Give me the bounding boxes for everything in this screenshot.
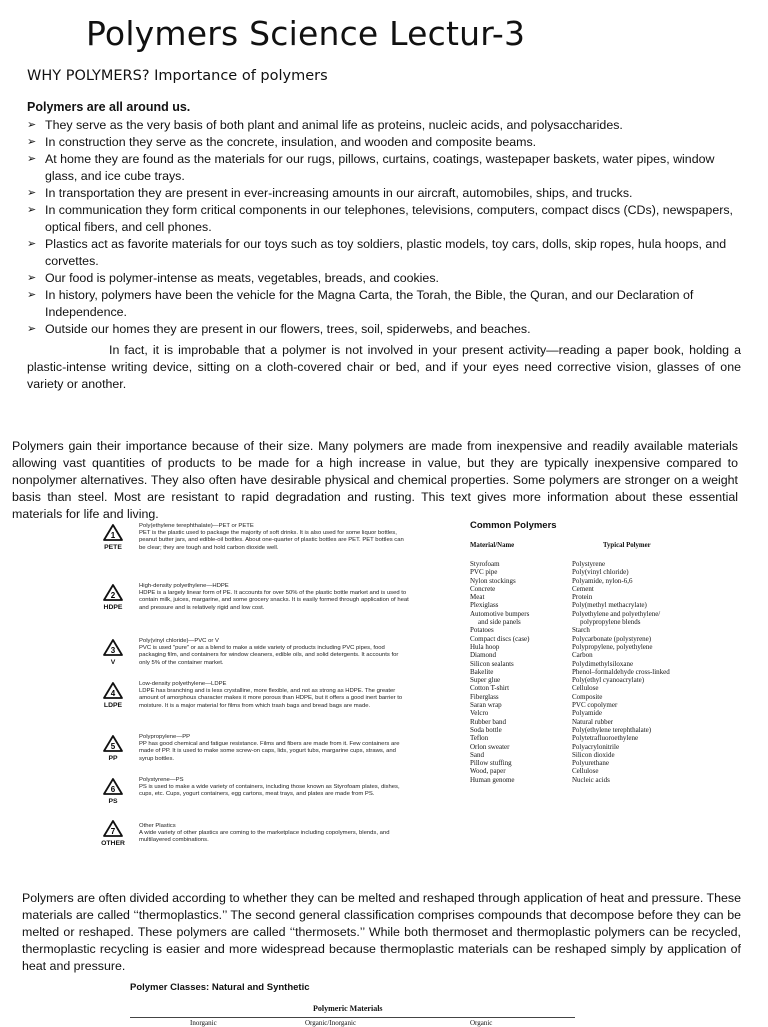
- table-cell: Wood, paper: [470, 767, 506, 776]
- table-cell: Composite: [572, 692, 603, 701]
- recycle-symbol-icon: 3 V: [100, 638, 126, 666]
- table-cell: Potatoes: [470, 626, 494, 635]
- list-item: ➢ In history, polymers have been the vehicle for the Magna Carta, the Torah, the Bible, the Quran, and our Declaration of Independence.: [27, 288, 694, 319]
- arrow-bullet-icon: ➢: [27, 323, 37, 335]
- table-cell: Super glue: [470, 676, 501, 685]
- table-cell: Hula hoop: [470, 642, 500, 651]
- code-description: PP has good chemical and fatigue resistance. Films and fibers are made from it. Few containers are made of PP. It is used to make some screw-on caps, lids, yogurt tubs, margarine cups, straws, and syrup bottles.: [139, 741, 400, 762]
- code-description: PET is the plastic used to package the majority of soft drinks. It is also used for some liquor bottles, peanut butter jars, and edible-oil bottles. About one-quarter of plastic bottles are PET. PET bottles can be clear; they are tough and hold carbon dioxide well.: [139, 530, 404, 551]
- code-description: LDPE has branching and is less crystalline, more flexible, and not as strong as HDPE. The greater amount of amorphous character makes it more porous than HDPE, but it offers a good inert barrier to moisture. It is a major material for films from which trash bags and bread bags are made.: [139, 688, 403, 709]
- table-cell: Polyethylene and polyethylene/: [572, 609, 661, 618]
- table-cell: Polycarbonate (polystyrene): [572, 634, 652, 643]
- intro-heading: Polymers are all around us.: [27, 100, 191, 114]
- list-item: ➢ In construction they serve as the concrete, insulation, and wooden and composite beams.: [27, 135, 537, 149]
- table-cell: Nylon stockings: [470, 576, 516, 585]
- thermoplastics-paragraph: Polymers are often divided according to whether they can be melted and reshaped through application of heat and pressure. These materials are called ‘‘thermoplastics.’’ The second general classification comprises compounds that decompose before they can be melted or reshaped. These polymers are called ‘‘thermosets.’’ While both thermoset and thermoplastic polymers can be recycled, thermoplastic recycling is easier and more widespread because thermoplastic materials can be reshaped simply by application of heat and pressure.: [22, 891, 741, 973]
- bullet-list: [27, 117, 747, 338]
- table-cell: Cellulose: [572, 767, 599, 776]
- table-cell: Soda bottle: [470, 725, 502, 734]
- arrow-bullet-icon: ➢: [27, 153, 37, 165]
- table-cell: Polyurethane: [572, 759, 609, 768]
- svg-text:6: 6: [110, 785, 116, 794]
- table-cell: Polyacrylonitrile: [572, 742, 620, 751]
- table-cell: Cement: [572, 584, 594, 593]
- code-title: Poly(ethylene terephthalate)—PET or PETE: [139, 523, 254, 529]
- code-description: PVC is used "pure" or as a blend to make a wide variety of products including PVC pipes, food packaging film, and containers for window cleaners, edible oils, and solid detergents. It accounts for only 5% of the container market.: [139, 645, 399, 666]
- table-cell: Polytetrafluoroethylene: [572, 734, 639, 743]
- table-cell: Velcro: [470, 709, 489, 718]
- table-cell: Rubber band: [470, 717, 506, 726]
- table-cell: Poly(ethylene terephthalate): [572, 725, 652, 734]
- table-cell: and side panels: [478, 618, 521, 627]
- code-description: HDPE is a largely linear form of PE. It accounts for over 50% of the plastic bottle market and is used to contain milk, juices, margarine, and some grocery snacks. It is easily formed through application of heat and pressure and is relatively rigid and low cost.: [139, 590, 409, 611]
- table-cell: polypropylene blends: [580, 618, 641, 627]
- importance-paragraph: Polymers gain their importance because of their size. Many polymers are made from inexpensive and readily available materials allowing vast quantities of products to be made for a high increase in value, but they are typically inexpensive compared to nonpolymer alternatives. They also often have desirable physical and chemical properties. Some polymers are stronger on a weight basis than steel. Most are resistant to rapid degradation and rusting. This text gives more information about these essential materials for life and living.: [12, 439, 738, 521]
- code-description: A wide variety of other plastics are coming to the marketplace including copolymers, blends, and multilayered combinations.: [139, 830, 390, 844]
- list-item: ➢ In transportation they are present in ever-increasing amounts in our aircraft, automobiles, ships, and trucks.: [27, 186, 633, 200]
- table-cell: Protein: [572, 593, 593, 602]
- code-title: Poly(vinyl chloride)—PVC or V: [139, 638, 219, 644]
- table-cell: Sand: [470, 750, 484, 759]
- table-cell: Orlon sweater: [470, 742, 510, 751]
- common-polymers-table: [470, 520, 760, 784]
- recycle-symbol-icon: 4 LDPE: [100, 681, 126, 709]
- arrow-bullet-icon: ➢: [27, 136, 37, 148]
- table-cell: Silicon sealants: [470, 659, 514, 668]
- table-cell: Automotive bumpers: [470, 609, 530, 618]
- table-cell: Poly(ethyl cyanoacrylate): [572, 676, 645, 685]
- arrow-bullet-icon: ➢: [27, 272, 37, 284]
- arrow-bullet-icon: ➢: [27, 238, 37, 250]
- column-header-organic: Organic: [470, 1019, 493, 1027]
- arrow-bullet-icon: ➢: [27, 204, 37, 216]
- arrow-bullet-icon: ➢: [27, 119, 37, 131]
- table-cell: Polydimethylsiloxane: [572, 659, 634, 668]
- svg-text:1: 1: [110, 531, 116, 540]
- list-item: ➢ Our food is polymer-intense as meats, vegetables, breads, and cookies.: [27, 271, 439, 285]
- code-title: Polypropylene—PP: [139, 734, 191, 740]
- table-cell: Diamond: [470, 651, 497, 660]
- table-cell: Styrofoam: [470, 560, 500, 568]
- table-cell: Human genome: [470, 775, 515, 784]
- svg-text:3: 3: [110, 646, 116, 655]
- table-cell: Bakelite: [470, 667, 494, 676]
- column-header-organic-inorganic: Organic/Inorganic: [305, 1019, 357, 1027]
- arrow-bullet-icon: ➢: [27, 289, 37, 301]
- column-header-polymer: Typical Polymer: [603, 542, 651, 549]
- list-item: ➢ In communication they form critical components in our telephones, televisions, computers, compact discs (CDs), newspapers, optical fibers, and cell phones.: [27, 203, 733, 234]
- table-cell: Meat: [470, 593, 485, 602]
- table-cell: Polyamide: [572, 709, 602, 718]
- table-cell: Carbon: [572, 651, 593, 660]
- column-header-material: Material/Name: [470, 542, 515, 549]
- list-item: ➢ Plastics act as favorite materials for our toys such as toy soldiers, plastic models, toy cars, dolls, skip ropes, hula hoops, and corvettes.: [27, 237, 727, 268]
- table-cell: Poly(vinyl chloride): [572, 568, 629, 577]
- table-cell: Compact discs (case): [470, 634, 530, 643]
- table-cell: Pillow stuffing: [470, 759, 512, 768]
- list-item: ➢ Outside our homes they are present in our flowers, trees, soil, spiderwebs, and beaches.: [27, 322, 531, 336]
- table-cell: Silicon dioxide: [572, 750, 615, 759]
- material-column: [470, 560, 529, 784]
- code-title: Polystyrene—PS: [139, 777, 184, 783]
- table-cell: Polystyrene: [572, 560, 606, 568]
- recycle-symbol-icon: 2 HDPE: [100, 583, 126, 611]
- polymer-column: [572, 560, 670, 784]
- code-title: Low-density polyethylene—LDPE: [139, 681, 227, 687]
- table-cell: Saran wrap: [470, 701, 502, 710]
- section-subtitle: WHY POLYMERS? Importance of polymers: [27, 68, 328, 84]
- table-title: Common Polymers: [470, 520, 557, 531]
- table-cell: Plexiglass: [470, 601, 499, 610]
- list-item: ➢ At home they are found as the materials for our rugs, pillows, curtains, coatings, wastepaper baskets, water pipes, window glass, and ice cube trays.: [27, 152, 715, 183]
- table-cell: Nucleic acids: [572, 775, 610, 784]
- table-cell: PVC copolymer: [572, 701, 618, 710]
- code-title: Other Plastics: [139, 823, 176, 829]
- svg-text:7: 7: [110, 827, 116, 836]
- table-cell: Phenol–formaldehyde cross-linked: [572, 667, 670, 676]
- table-cell: Concrete: [470, 584, 496, 593]
- list-item: ➢ They serve as the very basis of both plant and animal life as proteins, nucleic acids, and polysaccharides.: [27, 118, 623, 132]
- table-cell: Starch: [572, 626, 590, 635]
- svg-text:5: 5: [110, 742, 116, 751]
- table-cell: Fiberglass: [470, 692, 499, 701]
- classes-table-header: Polymeric Materials: [313, 1004, 383, 1013]
- column-header-inorganic: Inorganic: [190, 1019, 217, 1027]
- recycle-symbol-icon: 5 PP: [100, 734, 126, 762]
- code-title: High-density polyethylene—HDPE: [139, 583, 229, 589]
- table-cell: Cellulose: [572, 684, 599, 693]
- table-cell: Polypropylene, polyethylene: [572, 642, 653, 651]
- table-cell: Polyamide, nylon-6,6: [572, 576, 633, 585]
- page-title: Polymers Science Lectur-3: [86, 14, 526, 53]
- svg-text:4: 4: [110, 689, 116, 698]
- svg-text:2: 2: [110, 591, 116, 600]
- table-cell: Poly(methyl methacrylate): [572, 601, 647, 610]
- recycle-symbol-icon: 7 OTHER: [100, 819, 126, 847]
- table-cell: PVC pipe: [470, 568, 498, 577]
- table-rule: [130, 1017, 575, 1018]
- classes-table-title: Polymer Classes: Natural and Synthetic: [130, 982, 310, 993]
- arrow-bullet-icon: ➢: [27, 187, 37, 199]
- code-description: PS is used to make a wide variety of containers, including those known as Styrofoam plates, dishes, cups, etc. Cups, yogurt containers, egg cartons, meat trays, and plates are made from PS.: [139, 784, 400, 798]
- table-cell: Teflon: [470, 734, 489, 743]
- table-cell: Natural rubber: [572, 717, 614, 726]
- table-cell: Cotton T-shirt: [470, 684, 510, 693]
- recycle-symbol-icon: 6 PS: [100, 777, 126, 805]
- in-fact-paragraph: In fact, it is improbable that a polymer is not involved in your present activity—reading a paper book, holding a plastic-intense writing device, sitting on a cloth-covered chair or bed, and if your eyes need corrective vision, glasses of one variety or another.: [27, 343, 741, 391]
- recycle-symbol-icon: 1 PETE: [100, 523, 126, 551]
